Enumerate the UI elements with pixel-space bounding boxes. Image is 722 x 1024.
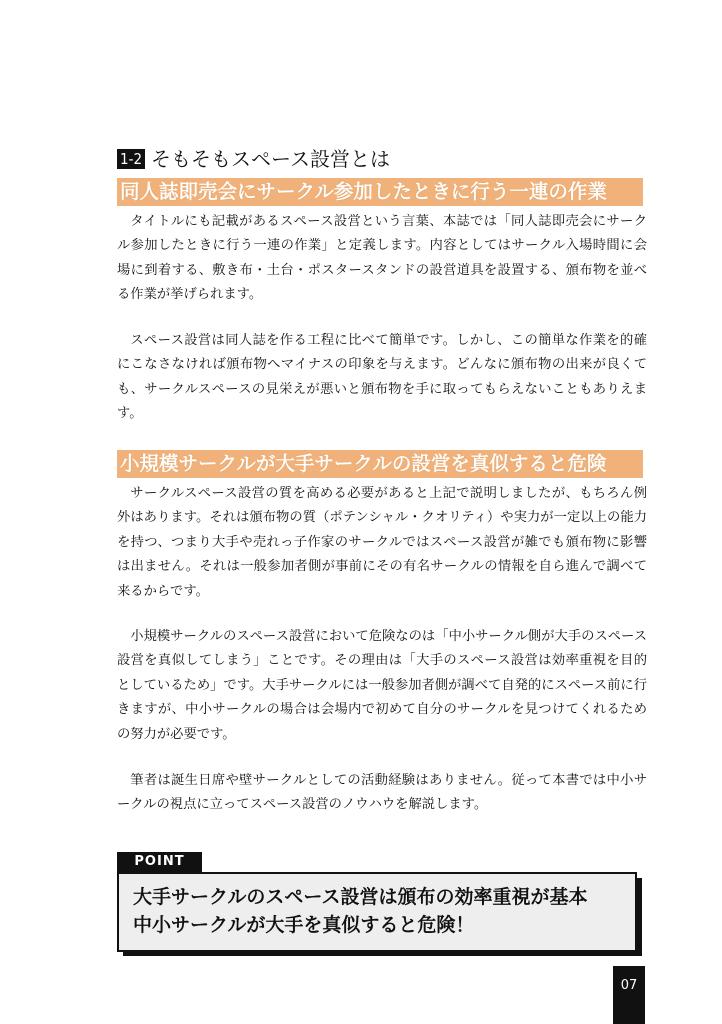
section-title: そもそもスペース設営とは — [151, 147, 391, 171]
page-number: 07 — [613, 966, 645, 1024]
paragraph-1-text: タイトルにも記載があるスペース設営という言葉、本誌では「同人誌即売会にサークル参加したときに行う一連の作業」と定義します。内容としてはサークル入場時間に会場に到着する、敷き布・土台・ポスタースタンドの設営道具を設置する、頒布物を並べる作業が挙げられます。 — [117, 214, 647, 303]
section-number: 1-2 — [117, 149, 145, 169]
paragraph-3-text: サークルスペース設営の質を高める必要があると上記で説明しましたが、もちろん例外はあります。それは頒布物の質（ポテンシャル・クオリティ）や実力が一定以上の能力を持つ、つまり大手や売れっ子作家のサークルではスペース設営が雑でも頒布物に影響は出ません。それは一般参加者側が事前にその有名サークルの情報を自ら進んで調べて来るからです。 — [117, 486, 647, 599]
point-line-2: 中小サークルが大手を真似すると危険！ — [133, 914, 475, 936]
paragraph-1 — [117, 210, 647, 308]
paragraph-5 — [117, 769, 647, 818]
paragraph-4-text: 小規模サークルのスペース設営において危険なのは「中小サークル側が大手のスペース設営を真似してしまう」ことです。その理由は「大手のスペース設営は効率重視を目的としているため」です。大手サークルには一般参加者側が調べて自発的にスペース前に行きますが、中小サークルの場合は会場内で初めて自分のサークルを見つけてくれるための努力が必要です。 — [117, 629, 647, 742]
point-box — [117, 872, 637, 952]
paragraph-2 — [117, 329, 647, 427]
paragraph-3 — [117, 482, 647, 604]
paragraph-5-text: 筆者は誕生日席や壁サークルとしての活動経験はありません。従って本書では中小サークルの視点に立ってスペース設営のノウハウを解説します。 — [117, 773, 647, 813]
point-label: POINT — [117, 852, 202, 872]
section-header — [117, 147, 390, 171]
heading-band-2: 小規模サークルが大手サークルの設営を真似すると危険 — [117, 450, 643, 478]
point-line-1: 大手サークルのスペース設営は頒布の効率重視が基本 — [133, 886, 588, 908]
heading-band-1: 同人誌即売会にサークル参加したときに行う一連の作業 — [117, 178, 643, 206]
paragraph-4 — [117, 625, 647, 747]
paragraph-2-text: スペース設営は同人誌を作る工程に比べて簡単です。しかし、この簡単な作業を的確にこなさなければ頒布物へマイナスの印象を与えます。どんなに頒布物の出来が良くても、サークルスペースの見栄えが悪いと頒布物を手に取ってもらえないこともありえます。 — [117, 333, 647, 422]
